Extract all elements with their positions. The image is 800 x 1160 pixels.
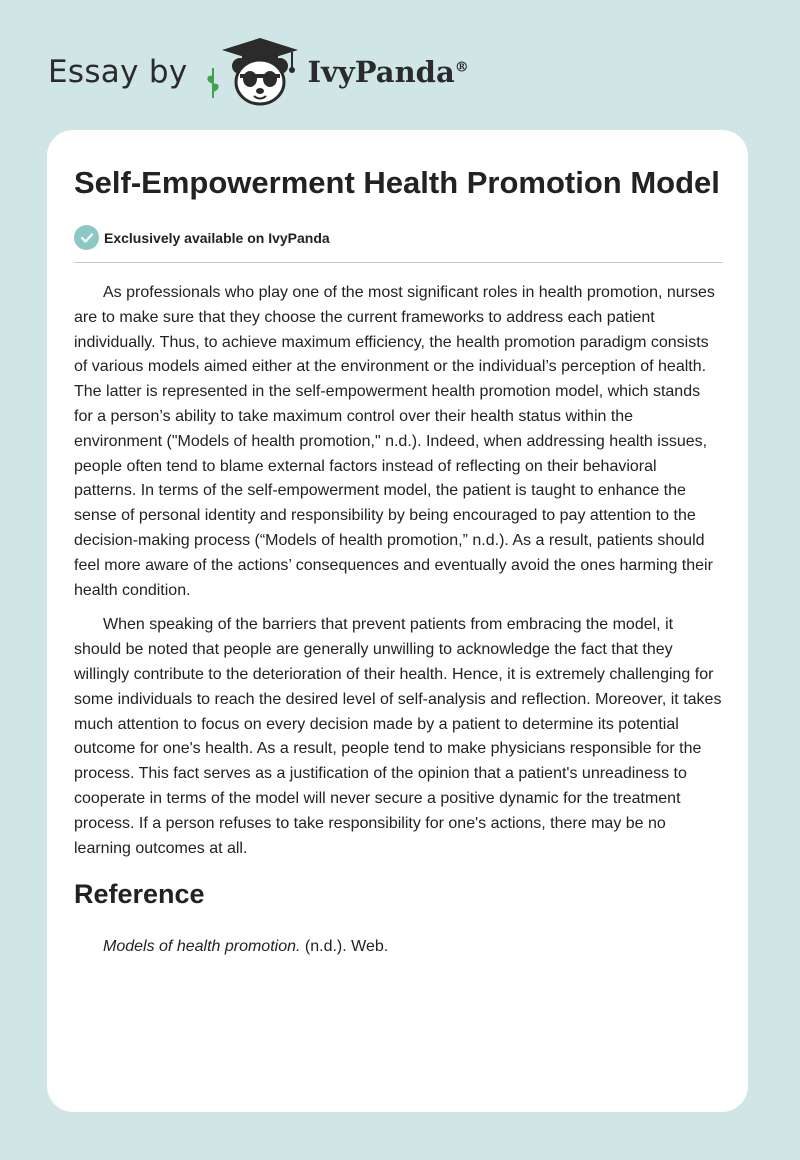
- exclusive-badge: [74, 225, 723, 250]
- reference-heading: Reference: [74, 879, 205, 910]
- reference-details: (n.d.). Web.: [300, 938, 389, 956]
- paragraph: As professionals who play one of the most significant roles in health promotion, nurses are to make sure that they choose the current frameworks to address each patient individually. Thus, to achieve maximum efficiency, the health promotion paradigm consists of various models aimed either at the environment or the individual’s perception of health. The latter is represented in the self-empowerment health promotion model, which stands for a person’s ability to take maximum control over their health status within the environment ("Models of health promotion," n.d.). Indeed, when addressing health issues, people often tend to blame external factors instead of reflecting on their behavioral patterns. In terms of the self-empowerment model, the patient is taught to enhance the sense of personal identity and responsibility by being encouraged to pay attention to the decision-making process (“Models of health promotion,” n.d.). As a result, patients should feel more aware of the actions’ consequences and eventually avoid the ones harming their health condition.: [74, 284, 715, 599]
- panda-logo-icon[interactable]: [218, 34, 302, 110]
- reference-title: Models of health promotion.: [103, 938, 301, 956]
- registered-mark: ®: [454, 59, 469, 76]
- check-icon: [74, 225, 99, 250]
- site-header: [48, 34, 469, 110]
- reference-entry: [103, 935, 723, 959]
- article-title: Self-Empowerment Health Promotion Model: [74, 165, 720, 200]
- brand-text: IvyPanda: [307, 55, 455, 89]
- article-content: [74, 130, 723, 959]
- article-card: [47, 130, 748, 1112]
- brand-name[interactable]: [308, 55, 469, 89]
- paragraph: When speaking of the barriers that prevent patients from embracing the model, it should be noted that people are generally unwilling to acknowledge the fact that they willingly contribute to the deterioration of their health. Hence, it is extremely challenging for some individuals to reach the desired level of self-analysis and reflection. Moreover, it takes much attention to focus on every decision made by a patient to determine its potential outcome for one's health. As a result, people tend to make physicians responsible for the process. This fact serves as a justification of the opinion that a patient's unreadiness to cooperate in terms of the model will never secure a positive dynamic for the treatment process. If a person refuses to take responsibility for one's actions, there may be no learning outcomes at all.: [74, 616, 722, 857]
- exclusive-label: Exclusively available on IvyPanda: [104, 229, 330, 246]
- divider: [74, 262, 723, 263]
- essay-by-label: Essay by: [48, 54, 188, 90]
